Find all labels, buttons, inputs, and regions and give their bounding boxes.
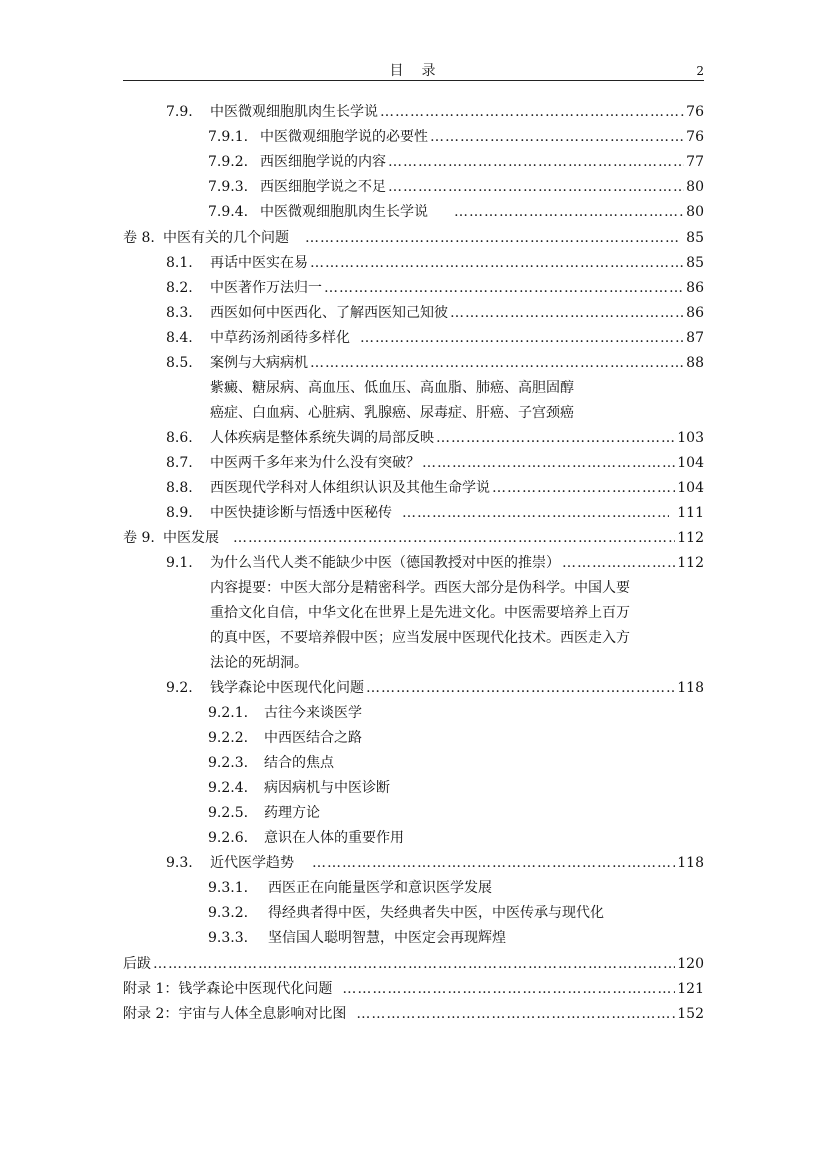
entry-title: 中医微观细胞肌肉生长学说 (210, 104, 378, 120)
entry-title: 西医细胞学说之不足 (260, 179, 386, 195)
subitem-number: 9.3.2. (208, 905, 249, 921)
entry-title: 西医现代学科对人体组织认识及其他生命学说 (210, 480, 490, 496)
entry-number: 8.2. (166, 280, 193, 296)
subitem-title: 中西医结合之路 (264, 730, 362, 746)
entry-page: 104 (677, 455, 704, 471)
summary-line-2: 重拾文化自信，中华文化在世界上是先进文化。中医需要培养上百万 (210, 605, 630, 621)
subitem-title: 意识在人体的重要作用 (264, 830, 404, 846)
subitem-number: 9.2.6. (208, 830, 249, 846)
disease-list-line-2: 癌症、白血病、心脏病、乳腺癌、尿毒症、肝癌、子宫颈癌 (210, 405, 574, 421)
entry-number: 8.6. (166, 430, 193, 446)
dot-leader (153, 952, 675, 977)
summary-line-1: 内容提要：中医大部分是精密科学。西医大部分是伪科学。中国人要 (210, 580, 630, 596)
subitem-number: 9.2.4. (208, 780, 249, 796)
entry-number: 7.9.2. (208, 154, 249, 170)
entry-page: 77 (686, 154, 704, 170)
toc-entry-8-9[interactable] (166, 501, 704, 526)
entry-number: 9.1. (166, 555, 193, 571)
entry-number: 9.3. (166, 855, 193, 871)
toc-entry-7-9-1[interactable] (208, 125, 704, 150)
toc-entry-9-3[interactable] (166, 851, 704, 876)
toc-entry-appendix-2[interactable] (123, 1002, 704, 1027)
dot-leader (450, 301, 684, 326)
entry-page: 80 (686, 204, 704, 220)
entry-title: 中医两千多年来为什么没有突破？ (210, 455, 420, 471)
entry-title: 再话中医实在易 (210, 255, 308, 271)
header-title: 目 录 (389, 63, 438, 79)
dot-leader (388, 150, 684, 175)
dot-leader (436, 426, 675, 451)
entry-page: 118 (677, 855, 704, 871)
entry-page: 111 (677, 505, 704, 521)
toc-entry-8-1[interactable] (166, 251, 704, 276)
entry-title: 附录 2：宇宙与人体全息影响对比图 (123, 1006, 347, 1022)
entry-number: 8.9. (166, 505, 193, 521)
dot-leader (233, 526, 675, 551)
entry-number: 7.9.4. (208, 204, 249, 220)
toc-entry-7-9[interactable] (166, 100, 704, 125)
toc-entry-7-9-4[interactable] (208, 200, 704, 225)
toc-entry-8-8[interactable] (166, 476, 704, 501)
summary-line-3: 的真中医，不要培养假中医；应当发展中医现代化技术。西医走入方 (210, 630, 630, 646)
entry-page: 112 (677, 555, 704, 571)
entry-title: 中医有关的几个问题 (163, 230, 289, 246)
header-page-number: 2 (696, 64, 704, 78)
entry-page: 104 (677, 480, 704, 496)
entry-number: 9.2. (166, 680, 193, 696)
subitem-9-2-5[interactable] (208, 801, 320, 826)
toc-entry-7-9-2[interactable] (208, 150, 704, 175)
entry-page: 103 (677, 430, 704, 446)
dot-leader (562, 551, 675, 576)
page-header (123, 58, 704, 81)
dot-leader (388, 175, 684, 200)
toc-entry-8-2[interactable] (166, 276, 704, 301)
toc-entry-8-6[interactable] (166, 426, 704, 451)
toc-chapter-8[interactable] (123, 226, 704, 251)
subitem-number: 9.2.2. (208, 730, 249, 746)
entry-page: 86 (686, 305, 704, 321)
entry-number: 7.9.1. (208, 129, 249, 145)
dot-leader (492, 476, 675, 501)
subitem-title: 病因病机与中医诊断 (264, 780, 390, 796)
entry-title: 中医著作万法归一 (210, 280, 322, 296)
entry-page: 85 (686, 255, 704, 271)
subitem-number: 9.2.5. (208, 805, 249, 821)
subitem-9-2-2[interactable] (208, 726, 362, 751)
dot-leader (342, 977, 675, 1002)
entry-title: 中医微观细胞学说的必要性 (260, 129, 428, 145)
entry-title: 中医快捷诊断与悟透中医秘传 (210, 505, 392, 521)
dot-leader (430, 125, 684, 150)
summary-line-4: 法论的死胡洞。 (210, 655, 308, 671)
dot-leader (312, 851, 675, 876)
subitem-title: 得经典者得中医，失经典者失中医，中医传承与现代化 (268, 905, 604, 921)
subitem-9-3-3[interactable] (208, 926, 506, 951)
dot-leader (310, 351, 684, 376)
toc-chapter-9[interactable] (123, 526, 704, 551)
toc-entry-8-4[interactable] (166, 326, 704, 351)
entry-page: 121 (677, 981, 704, 997)
toc-entry-8-3[interactable] (166, 301, 704, 326)
toc-entry-9-1[interactable] (166, 551, 704, 576)
dot-leader (360, 326, 684, 351)
subitem-title: 药理方论 (264, 805, 320, 821)
dot-leader (380, 100, 684, 125)
entry-page: 76 (686, 104, 704, 120)
subitem-9-3-2[interactable] (208, 901, 604, 926)
entry-title: 案例与大病病机 (210, 355, 308, 371)
subitem-9-2-4[interactable] (208, 776, 390, 801)
disease-list-line-1: 紫癜、糖尿病、高血压、低血压、高血脂、肺癌、高胆固醇 (210, 380, 574, 396)
subitem-title: 坚信国人聪明智慧，中医定会再现辉煌 (268, 930, 506, 946)
toc-entry-postscript[interactable] (123, 952, 704, 977)
entry-title: 附录 1：钱学森论中医现代化问题 (123, 981, 333, 997)
dot-leader (422, 451, 675, 476)
entry-page: 152 (677, 1006, 704, 1022)
subitem-title: 古往今来谈医学 (264, 705, 362, 721)
entry-title: 为什么当代人类不能缺少中医（德国教授对中医的推崇） (210, 555, 560, 571)
entry-title: 近代医学趋势 (210, 855, 294, 871)
entry-title: 西医细胞学说的内容 (260, 154, 386, 170)
subitem-title: 结合的焦点 (264, 755, 334, 771)
subitem-9-2-3[interactable] (208, 751, 334, 776)
entry-page: 86 (686, 280, 704, 296)
entry-title: 中医发展 (163, 530, 219, 546)
entry-title: 中草药汤剂函待多样化 (210, 330, 350, 346)
entry-number: 卷 8. (123, 230, 155, 246)
entry-page: 120 (677, 956, 704, 972)
entry-number: 8.5. (166, 355, 193, 371)
entry-number: 8.3. (166, 305, 193, 321)
entry-title: 中医微观细胞肌肉生长学说 (260, 204, 428, 220)
subitem-number: 9.3.3. (208, 930, 249, 946)
toc-entry-8-5[interactable] (166, 351, 704, 376)
subitem-9-2-6[interactable] (208, 826, 404, 851)
subitem-number: 9.2.3. (208, 755, 249, 771)
entry-page: 88 (686, 355, 704, 371)
entry-page: 118 (677, 680, 704, 696)
entry-page: 87 (686, 330, 704, 346)
toc-entry-7-9-3[interactable] (208, 175, 704, 200)
entry-number: 8.7. (166, 455, 193, 471)
entry-number: 8.4. (166, 330, 193, 346)
dot-leader (366, 676, 675, 701)
subitem-title: 西医正在向能量医学和意识医学发展 (268, 880, 492, 896)
entry-title: 后跋 (123, 956, 151, 972)
dot-leader (402, 501, 669, 526)
entry-page: 80 (686, 179, 704, 195)
dot-leader (305, 226, 680, 251)
subitem-number: 9.3.1. (208, 880, 249, 896)
dot-leader (310, 251, 684, 276)
entry-title: 钱学森论中医现代化问题 (210, 680, 364, 696)
toc-entry-8-7[interactable] (166, 451, 704, 476)
entry-number: 7.9.3. (208, 179, 249, 195)
toc-entry-appendix-1[interactable] (123, 977, 704, 1002)
subitem-9-2-1[interactable] (208, 701, 362, 726)
entry-number: 8.1. (166, 255, 193, 271)
entry-page: 76 (686, 129, 704, 145)
entry-number: 8.8. (166, 480, 193, 496)
entry-page: 85 (686, 230, 704, 246)
dot-leader (356, 1002, 675, 1027)
subitem-9-3-1[interactable] (208, 876, 492, 901)
entry-title: 西医如何中医西化、了解西医知己知彼 (210, 305, 448, 321)
entry-page: 112 (677, 530, 704, 546)
toc-entry-9-2[interactable] (166, 676, 704, 701)
subitem-number: 9.2.1. (208, 705, 249, 721)
entry-number: 7.9. (166, 104, 193, 120)
dot-leader (454, 200, 684, 225)
dot-leader (324, 276, 684, 301)
entry-number: 卷 9. (123, 530, 155, 546)
entry-title: 人体疾病是整体系统失调的局部反映 (210, 430, 434, 446)
